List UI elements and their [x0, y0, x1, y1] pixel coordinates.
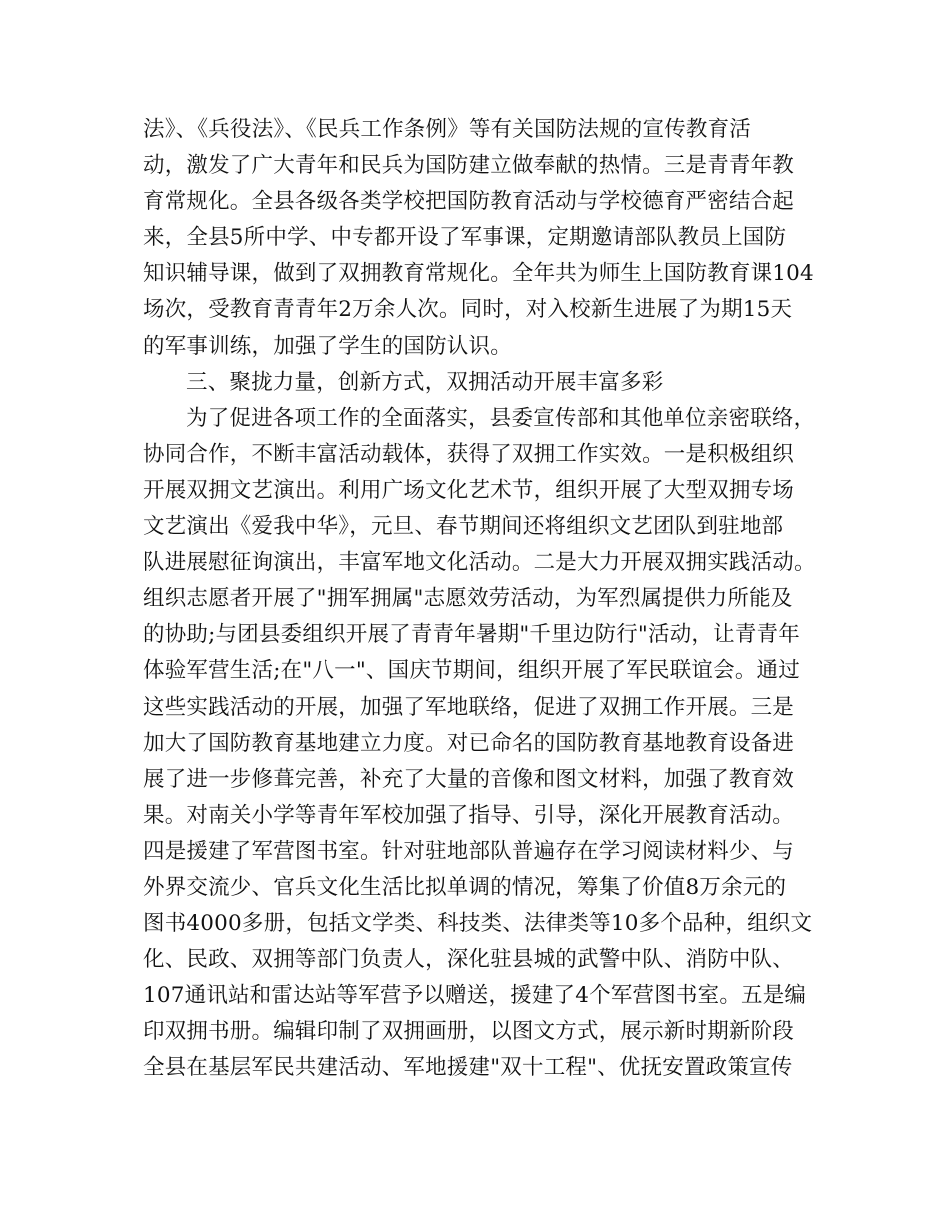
text-line: 107通讯站和雷达站等军营予以赠送，援建了4个军营图书室。五是编	[143, 983, 807, 1009]
text-line: 这些实践活动的开展，加强了军地联络，促进了双拥工作开展。三是	[143, 694, 795, 720]
text-line: 印双拥书册。编辑印制了双拥画册，以图文方式，展示新时期新阶段	[143, 1019, 795, 1045]
text-line: 三、聚拢力量，创新方式，双拥活动开展丰富多彩	[186, 369, 664, 395]
text-line: 场次，受教育青青年2万余人次。同时，对入校新生进展了为期15天	[143, 297, 793, 323]
text-line: 外界交流少、官兵文化生活比拟单调的情况，筹集了价值8万余元的	[143, 874, 787, 900]
text-line: 知识辅导课，做到了双拥教育常规化。全年共为师生上国防教育课104	[143, 261, 814, 287]
text-line: 协同合作，不断丰富活动载体，获得了双拥工作实效。一是积极组织	[143, 441, 795, 467]
body-text	[143, 112, 833, 1087]
text-line: 开展双拥文艺演出。利用广场文化艺术节，组织开展了大型双拥专场	[143, 477, 795, 503]
text-line: 组织志愿者开展了"拥军拥属"志愿效劳活动，为军烈属提供力所能及	[143, 586, 793, 612]
text-line: 队进展慰征询演出，丰富军地文化活动。二是大力开展双拥实践活动。	[143, 550, 816, 576]
text-line: 加大了国防教育基地建立力度。对已命名的国防教育基地教育设备进	[143, 730, 795, 756]
text-line: 四是援建了军营图书室。针对驻地部队普遍存在学习阅读材料少、与	[143, 838, 795, 864]
text-line: 动，激发了广大青年和民兵为国防建立做奉献的热情。三是青青年教	[143, 153, 795, 179]
text-line: 来，全县5所中学、中专都开设了军事课，定期邀请部队教员上国防	[143, 225, 787, 251]
text-line: 化、民政、双拥等部门负责人，深化驻县城的武警中队、消防中队、	[143, 947, 795, 973]
text-line: 全县在基层军民共建活动、军地援建"双十工程"、优抚安置政策宣传	[143, 1055, 793, 1081]
text-line: 育常规化。全县各级各类学校把国防教育活动与学校德育严密结合起	[143, 189, 795, 215]
text-line: 果。对南关小学等青年军校加强了指导、引导，深化开展教育活动。	[143, 802, 795, 828]
text-line: 图书4000多册，包括文学类、科技类、法律类等10多个品种，组织文	[143, 911, 813, 937]
text-line: 文艺演出《爱我中华》，元旦、春节期间还将组织文艺团队到驻地部	[143, 514, 784, 540]
text-line: 的协助;与团县委组织开展了青青年暑期"千里边防行"活动，让青青年	[143, 622, 800, 648]
text-line: 为了促进各项工作的全面落实，县委宣传部和其他单位亲密联络，	[186, 405, 816, 431]
text-line: 体验军营生活;在"八一"、国庆节期间，组织开展了军民联谊会。通过	[143, 658, 800, 684]
text-line: 展了进一步修葺完善，补充了大量的音像和图文材料，加强了教育效	[143, 766, 795, 792]
text-line: 的军事训练，加强了学生的国防认识。	[143, 333, 512, 359]
text-line: 法》、《兵役法》、《民兵工作条例》等有关国防法规的宣传教育活	[143, 117, 752, 142]
